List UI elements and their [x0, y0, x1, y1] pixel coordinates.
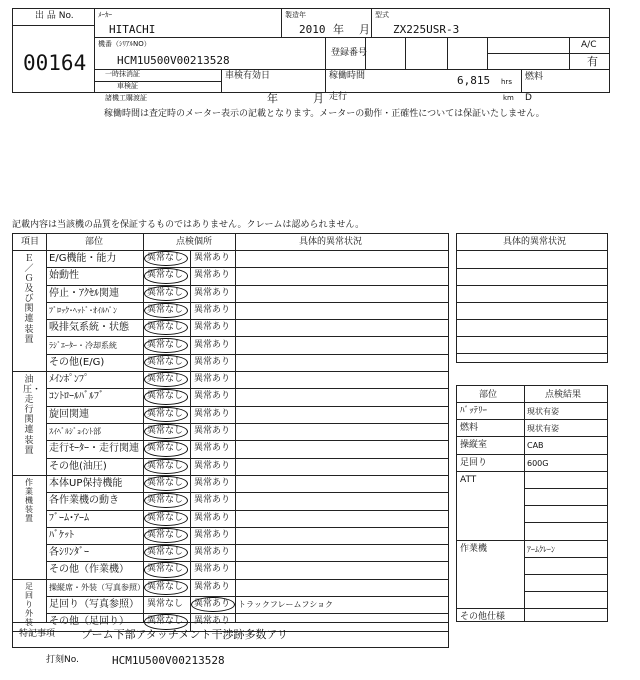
- hours-value: 6,815: [457, 74, 491, 87]
- inspection-table: [12, 233, 449, 628]
- inspection-cert-label: 車検証: [117, 82, 138, 90]
- year-value: 2010: [299, 23, 326, 36]
- results-value: 現状有姿: [527, 424, 559, 434]
- remarks-text: ブーム下部アタッチメント干渉跡多数アリ: [81, 628, 289, 641]
- ok-label: 異常なし: [147, 512, 184, 523]
- table-row: [46, 510, 448, 527]
- ng-label: 異常あり: [194, 616, 231, 627]
- ok-label: 異常なし: [147, 253, 184, 263]
- ok-label: 異常なし: [147, 495, 184, 506]
- hours-unit: hrs: [501, 78, 512, 86]
- year-unit: 年: [333, 23, 344, 36]
- normal-circle: [144, 545, 188, 560]
- ng-label: 異常あり: [194, 304, 231, 315]
- ok-label: 異常なし: [147, 391, 184, 402]
- table-row: [46, 596, 448, 613]
- col-detail-header: 具体的異常状況: [299, 237, 363, 247]
- ok-label: 異常なし: [147, 616, 184, 627]
- row-part: その他(E/G): [49, 356, 105, 368]
- ac-label: A/C: [581, 40, 597, 50]
- registration-label: 登録番号: [331, 48, 368, 58]
- ng-label: 異常あり: [194, 408, 231, 419]
- row-part: ﾗｼﾞｴｰﾀｰ・冷却系統: [49, 340, 117, 350]
- disclaimer: 記載内容は当該機の品質を保証するものではありません。クレームは認められません。: [12, 220, 365, 230]
- table-row: [46, 302, 448, 319]
- ok-label: 異常なし: [147, 374, 184, 385]
- stamp-label: 打刻No.: [46, 655, 79, 665]
- results-row: [457, 402, 607, 419]
- normal-circle: [144, 562, 188, 577]
- results-result-header: 点検結果: [545, 390, 582, 400]
- fuel-value: D: [525, 93, 532, 103]
- ng-label: 異常あり: [194, 270, 231, 281]
- table-row: [46, 371, 448, 388]
- ok-label: 異常なし: [147, 547, 184, 558]
- results-row: [457, 522, 607, 539]
- table-row: [46, 388, 448, 405]
- ok-label: 異常なし: [147, 529, 184, 540]
- normal-circle: [144, 320, 188, 335]
- table-row: [46, 475, 448, 492]
- normal-circle: [144, 338, 188, 353]
- ng-label: 異常あり: [194, 287, 231, 298]
- ok-label: 異常なし: [147, 322, 184, 333]
- row-part: 始動性: [49, 270, 79, 282]
- results-part-header: 部位: [479, 390, 498, 400]
- inspection-results-table: [456, 385, 608, 622]
- results-part: 燃料: [460, 423, 479, 434]
- remarks-label: 特記事項: [19, 629, 56, 639]
- listing-number: 00164: [23, 51, 87, 75]
- ng-label: 異常あり: [194, 339, 231, 350]
- row-part: 旋回関連: [49, 408, 89, 420]
- results-part: 操縦室: [460, 440, 488, 451]
- ok-label: 異常なし: [147, 443, 184, 454]
- normal-circle: [144, 355, 188, 370]
- results-value: 600G: [527, 458, 549, 468]
- results-row: [457, 591, 607, 608]
- results-row: [457, 488, 607, 505]
- ng-label: 異常あり: [194, 253, 231, 263]
- results-part: ﾊﾞｯﾃﾘｰ: [460, 406, 488, 416]
- row-part: その他（作業機）: [49, 564, 129, 576]
- row-part: 本体UP保持機能: [49, 477, 123, 489]
- ok-label: 異常なし: [147, 270, 184, 281]
- hours-label: 稼働時間: [329, 71, 366, 81]
- row-part: 走行ﾓｰﾀｰ・走行関連: [49, 443, 139, 455]
- results-row: [457, 557, 607, 574]
- row-part: 各作業機の動き: [49, 495, 119, 507]
- row-part: 操縦席・外装（写真参照）: [49, 582, 145, 592]
- remarks-box: [12, 622, 449, 648]
- row-part: ﾌﾞｰﾑ･ｱｰﾑ: [49, 512, 89, 524]
- ng-label: 異常あり: [194, 477, 231, 488]
- normal-circle: [144, 389, 188, 404]
- serial-value: HCM1U500V00213528: [117, 54, 230, 67]
- maker-value: HITACHI: [109, 23, 156, 36]
- ng-label: 異常あり: [194, 512, 231, 523]
- normal-circle: [144, 424, 188, 439]
- table-row: [46, 285, 448, 302]
- normal-circle: [144, 493, 188, 508]
- row-part: 停止・ｱｸｾﾙ関連: [49, 287, 119, 299]
- results-value: ｱｰﾑｸﾚｰﾝ: [527, 544, 555, 554]
- table-row: [46, 319, 448, 336]
- table-row: [46, 527, 448, 544]
- listing-number-box: [12, 8, 95, 93]
- normal-circle: [144, 580, 188, 595]
- normal-circle: [144, 441, 188, 456]
- table-row: [46, 267, 448, 284]
- table-row: [46, 561, 448, 578]
- ok-label: 異常なし: [147, 599, 184, 609]
- ng-label: 異常あり: [194, 356, 231, 367]
- ng-label: 異常あり: [194, 599, 231, 609]
- ok-label: 異常なし: [147, 287, 184, 298]
- ng-label: 異常あり: [194, 547, 231, 558]
- ok-label: 異常なし: [147, 408, 184, 419]
- section-label: Ｅ／Ｇ及び関連装置: [24, 254, 34, 345]
- mileage-unit: km: [503, 94, 514, 102]
- ok-label: 異常なし: [147, 356, 184, 367]
- normal-circle: [144, 251, 188, 266]
- results-row: [457, 454, 607, 471]
- table-row: [46, 579, 448, 596]
- stamp-value: HCM1U500V00213528: [112, 654, 225, 667]
- normal-circle: [144, 268, 188, 283]
- normal-circle: [144, 459, 188, 474]
- ac-value: 有: [587, 55, 598, 68]
- month-unit: 月: [359, 23, 370, 36]
- ng-label: 異常あり: [194, 443, 231, 454]
- normal-circle: [144, 286, 188, 301]
- maker-label: ﾒｰｶｰ: [98, 11, 112, 19]
- results-row: [457, 540, 607, 557]
- ng-label: 異常あり: [194, 426, 231, 436]
- ng-label: 異常あり: [194, 460, 231, 471]
- row-part: ﾊﾞｹｯﾄ: [49, 529, 74, 541]
- right-detail-header: 具体的異常状況: [503, 237, 567, 247]
- row-part: 足回り（写真参照）: [49, 599, 139, 610]
- expiry-month-unit: 月: [313, 92, 324, 105]
- inspection-expiry-label: 車検有効日: [225, 71, 271, 81]
- table-row: [46, 406, 448, 423]
- ok-label: 異常なし: [147, 304, 184, 315]
- results-row: [457, 471, 607, 488]
- row-part: ﾒｲﾝﾎﾟﾝﾌﾟ: [49, 374, 89, 386]
- results-row: [457, 574, 607, 591]
- results-part: その他仕様: [460, 612, 506, 623]
- col-part-header: 部位: [85, 237, 104, 247]
- results-row: [457, 419, 607, 436]
- table-row: [46, 337, 448, 354]
- table-row: [46, 544, 448, 561]
- section-label: 作業機装置: [25, 477, 33, 523]
- normal-circle: [144, 476, 188, 491]
- row-part: 吸排気系統・状態: [49, 322, 129, 334]
- ng-label: 異常あり: [194, 529, 231, 540]
- vehicle-info-box: [94, 8, 610, 105]
- row-part: その他(油圧): [49, 460, 107, 472]
- listing-number-label: 出 品 No.: [35, 11, 74, 21]
- table-row: [46, 458, 448, 475]
- work-cert-label: 諸機工購渡証: [105, 94, 147, 102]
- row-part: ｽｲﾍﾞﾙｼﾞｮｲﾝﾄ部: [49, 427, 101, 436]
- temp-plate-label: 一時抹消証: [105, 70, 140, 78]
- ok-label: 異常なし: [147, 477, 184, 488]
- ok-label: 異常なし: [147, 339, 184, 350]
- section-label: 足回り外装: [25, 581, 33, 627]
- right-detail-box: [456, 233, 608, 363]
- ok-label: 異常なし: [147, 460, 184, 471]
- table-row: [46, 440, 448, 457]
- results-row: [457, 436, 607, 453]
- results-part: 足回り: [460, 457, 488, 468]
- hours-note: 稼働時間は査定時のメーター表示の記載となります。メーターの動作・正確性については保証いたしません。: [104, 109, 545, 119]
- table-row: [46, 354, 448, 371]
- table-row: [46, 492, 448, 509]
- serial-label: 機番（ｼﾘｱﾙNO）: [98, 40, 151, 48]
- fuel-label: 燃料: [525, 72, 544, 82]
- normal-circle: [144, 528, 188, 543]
- col-item-header: 項目: [21, 237, 40, 247]
- model-label: 型式: [375, 11, 389, 19]
- row-part: その他（足回り）: [49, 616, 129, 628]
- ok-label: 異常なし: [147, 426, 184, 436]
- ok-label: 異常なし: [147, 564, 184, 575]
- normal-circle: [144, 407, 188, 422]
- results-value: 現状有姿: [527, 407, 559, 416]
- results-row: [457, 608, 607, 625]
- ng-label: 異常あり: [194, 322, 231, 333]
- row-part: 各ｼﾘﾝﾀﾞｰ: [49, 547, 89, 559]
- normal-circle: [144, 303, 188, 318]
- model-value: ZX225USR-3: [393, 23, 460, 36]
- results-part: 作業機: [460, 543, 488, 554]
- expiry-year-unit: 年: [267, 92, 278, 105]
- ng-label: 異常あり: [194, 564, 231, 575]
- normal-circle: [144, 372, 188, 387]
- row-detail: トラックフレームフショク: [238, 600, 334, 609]
- section-label: 油圧・走行関連装置: [23, 375, 42, 456]
- col-check-header: 点検個所: [176, 237, 213, 247]
- year-label: 製造年: [285, 11, 306, 19]
- abnormal-circle: [191, 597, 235, 612]
- results-part: ATT: [460, 474, 477, 485]
- ng-label: 異常あり: [194, 581, 231, 592]
- row-part: ｺﾝﾄﾛｰﾙﾊﾞﾙﾌﾞ: [49, 391, 104, 403]
- results-value: CAB: [527, 441, 544, 451]
- ok-label: 異常なし: [147, 581, 184, 592]
- table-row: [46, 250, 448, 267]
- ng-label: 異常あり: [194, 391, 231, 402]
- row-part: ﾌﾞﾛｯｸ･ﾍｯﾄﾞ･ｵｲﾙﾊﾟﾝ: [49, 305, 117, 315]
- normal-circle: [144, 511, 188, 526]
- table-row: [46, 423, 448, 440]
- row-part: E/G機能・能力: [49, 253, 117, 264]
- mileage-label: 走行: [329, 92, 348, 102]
- ng-label: 異常あり: [194, 374, 231, 385]
- ng-label: 異常あり: [194, 495, 231, 506]
- results-row: [457, 505, 607, 522]
